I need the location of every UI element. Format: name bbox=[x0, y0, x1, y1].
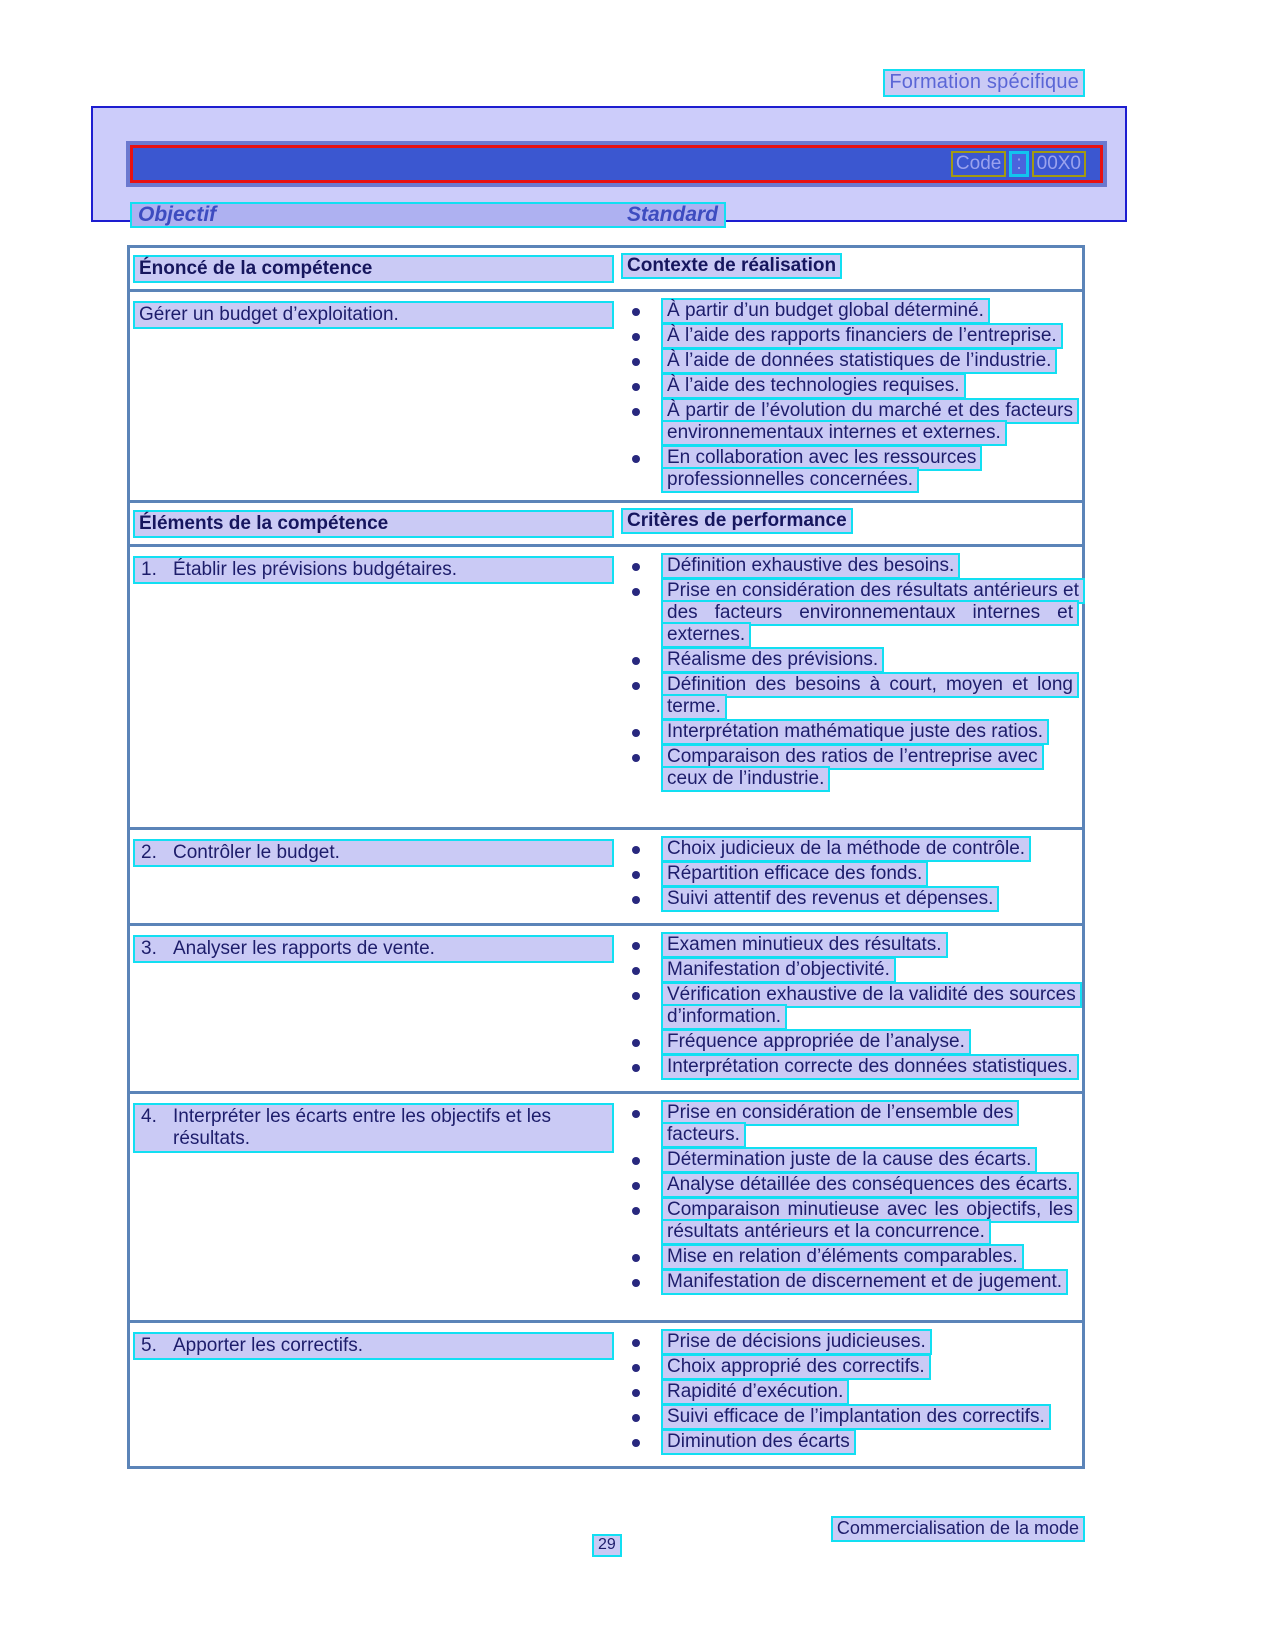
table-row bbox=[130, 827, 1082, 923]
column-header-criteres: Critères de performance bbox=[621, 508, 853, 534]
bullet-icon bbox=[632, 358, 640, 366]
competence-context-table bbox=[127, 245, 1085, 507]
list-item: Interprétation mathématique juste des ratios. bbox=[621, 721, 1079, 743]
list-item: À l’aide des rapports financiers de l’entreprise. bbox=[621, 325, 1079, 347]
list-item: Manifestation de discernement et de jugement. bbox=[621, 1271, 1079, 1293]
table-row bbox=[130, 547, 1082, 827]
code-colon: : bbox=[1009, 151, 1028, 177]
element-label: 1. Établir les prévisions budgétaires. bbox=[133, 556, 614, 584]
bullet-icon bbox=[632, 967, 640, 975]
list-item: Analyse détaillée des conséquences des écarts. bbox=[621, 1174, 1079, 1196]
list-item: Mise en relation d’éléments comparables. bbox=[621, 1246, 1079, 1268]
bullet-icon bbox=[632, 896, 640, 904]
list-item: Choix judicieux de la méthode de contrôle. bbox=[621, 838, 1079, 860]
bullet-icon bbox=[632, 754, 640, 762]
list-item: À partir de l’évolution du marché et des facteurs environnementaux internes et externes. bbox=[621, 400, 1079, 444]
code-bar bbox=[130, 145, 1103, 183]
table-row bbox=[130, 1091, 1082, 1320]
criteria-list bbox=[614, 838, 1079, 910]
element-label: Gérer un budget d’exploitation. bbox=[133, 301, 614, 329]
list-item: À l’aide de données statistiques de l’industrie. bbox=[621, 350, 1079, 372]
bullet-icon bbox=[632, 1110, 640, 1118]
bullet-icon bbox=[632, 1414, 640, 1422]
list-item: Manifestation d’objectivité. bbox=[621, 959, 1079, 981]
list-item: Vérification exhaustive de la validité des sources d’information. bbox=[621, 984, 1079, 1028]
section-label: Formation spécifique bbox=[883, 69, 1085, 97]
list-item: Rapidité d’exécution. bbox=[621, 1381, 1079, 1403]
elements-criteria-table bbox=[127, 500, 1085, 1469]
bullet-icon bbox=[632, 729, 640, 737]
objectif-heading: Objectif bbox=[138, 203, 217, 226]
list-item: Comparaison des ratios de l’entreprise avec ceux de l’industrie. bbox=[621, 746, 1079, 790]
bullet-icon bbox=[632, 588, 640, 596]
bullet-icon bbox=[632, 871, 640, 879]
list-item: À partir d’un budget global déterminé. bbox=[621, 300, 1079, 322]
bullet-icon bbox=[632, 992, 640, 1000]
title-banner bbox=[91, 106, 1127, 226]
bullet-icon bbox=[632, 308, 640, 316]
criteria-list bbox=[614, 1102, 1079, 1293]
bullet-icon bbox=[632, 1364, 640, 1372]
bullet-icon bbox=[632, 1039, 640, 1047]
list-item: Suivi efficace de l’implantation des correctifs. bbox=[621, 1406, 1079, 1428]
document-footer: Commercialisation de la mode bbox=[831, 1516, 1085, 1542]
element-label: 5. Apporter les correctifs. bbox=[133, 1332, 614, 1360]
context-list bbox=[614, 300, 1079, 491]
bullet-icon bbox=[632, 1064, 640, 1072]
column-header-elements: Éléments de la compétence bbox=[133, 510, 614, 538]
list-item: Définition des besoins à court, moyen et long terme. bbox=[621, 674, 1079, 718]
list-item: Détermination juste de la cause des écarts. bbox=[621, 1149, 1079, 1171]
list-item: Examen minutieux des résultats. bbox=[621, 934, 1079, 956]
bullet-icon bbox=[632, 657, 640, 665]
list-item: Choix approprié des correctifs. bbox=[621, 1356, 1079, 1378]
bullet-icon bbox=[632, 942, 640, 950]
list-item: Définition exhaustive des besoins. bbox=[621, 555, 1079, 577]
column-header-enonce: Énoncé de la compétence bbox=[133, 255, 614, 283]
criteria-list bbox=[614, 1331, 1079, 1453]
element-label: 3. Analyser les rapports de vente. bbox=[133, 935, 614, 963]
bullet-icon bbox=[632, 1254, 640, 1262]
list-item: Prise en considération des résultats antérieurs et des facteurs environnementaux internes et externes. bbox=[621, 580, 1079, 646]
bullet-icon bbox=[632, 408, 640, 416]
criteria-list bbox=[614, 555, 1079, 790]
code-label: Code bbox=[951, 151, 1006, 177]
criteria-list bbox=[614, 934, 1079, 1078]
list-item: Diminution des écarts bbox=[621, 1431, 1079, 1453]
list-item: En collaboration avec les ressources professionnelles concernées. bbox=[621, 447, 1079, 491]
code-value: 00X0 bbox=[1032, 151, 1086, 177]
bullet-icon bbox=[632, 846, 640, 854]
bullet-icon bbox=[632, 1279, 640, 1287]
bullet-icon bbox=[632, 1157, 640, 1165]
bullet-icon bbox=[632, 1389, 640, 1397]
bullet-icon bbox=[632, 383, 640, 391]
element-label: 2. Contrôler le budget. bbox=[133, 839, 614, 867]
list-item: Prise de décisions judicieuses. bbox=[621, 1331, 1079, 1353]
list-item: Prise en considération de l’ensemble des facteurs. bbox=[621, 1102, 1079, 1146]
table-header-row bbox=[130, 503, 1082, 547]
list-item: Réalisme des prévisions. bbox=[621, 649, 1079, 671]
standard-heading: Standard bbox=[626, 203, 718, 226]
table-row bbox=[130, 1320, 1082, 1466]
list-item: Comparaison minutieuse avec les objectifs, les résultats antérieurs et la concurrence. bbox=[621, 1199, 1079, 1243]
table-row bbox=[130, 292, 1082, 504]
element-label: 4. Interpréter les écarts entre les objectifs et les résultats. bbox=[133, 1103, 614, 1153]
column-header-contexte: Contexte de réalisation bbox=[621, 253, 842, 279]
bullet-icon bbox=[632, 455, 640, 463]
table-header-row bbox=[130, 248, 1082, 292]
table-row bbox=[130, 923, 1082, 1091]
list-item: À l’aide des technologies requises. bbox=[621, 375, 1079, 397]
list-item: Fréquence appropriée de l’analyse. bbox=[621, 1031, 1079, 1053]
bullet-icon bbox=[632, 1339, 640, 1347]
page-number: 29 bbox=[592, 1534, 622, 1557]
bullet-icon bbox=[632, 1439, 640, 1447]
bullet-icon bbox=[632, 1182, 640, 1190]
bullet-icon bbox=[632, 1207, 640, 1215]
list-item: Suivi attentif des revenus et dépenses. bbox=[621, 888, 1079, 910]
bullet-icon bbox=[632, 333, 640, 341]
list-item: Interprétation correcte des données statistiques. bbox=[621, 1056, 1079, 1078]
list-item: Répartition efficace des fonds. bbox=[621, 863, 1079, 885]
bullet-icon bbox=[632, 563, 640, 571]
bullet-icon bbox=[632, 682, 640, 690]
objectif-standard-row bbox=[130, 202, 726, 228]
